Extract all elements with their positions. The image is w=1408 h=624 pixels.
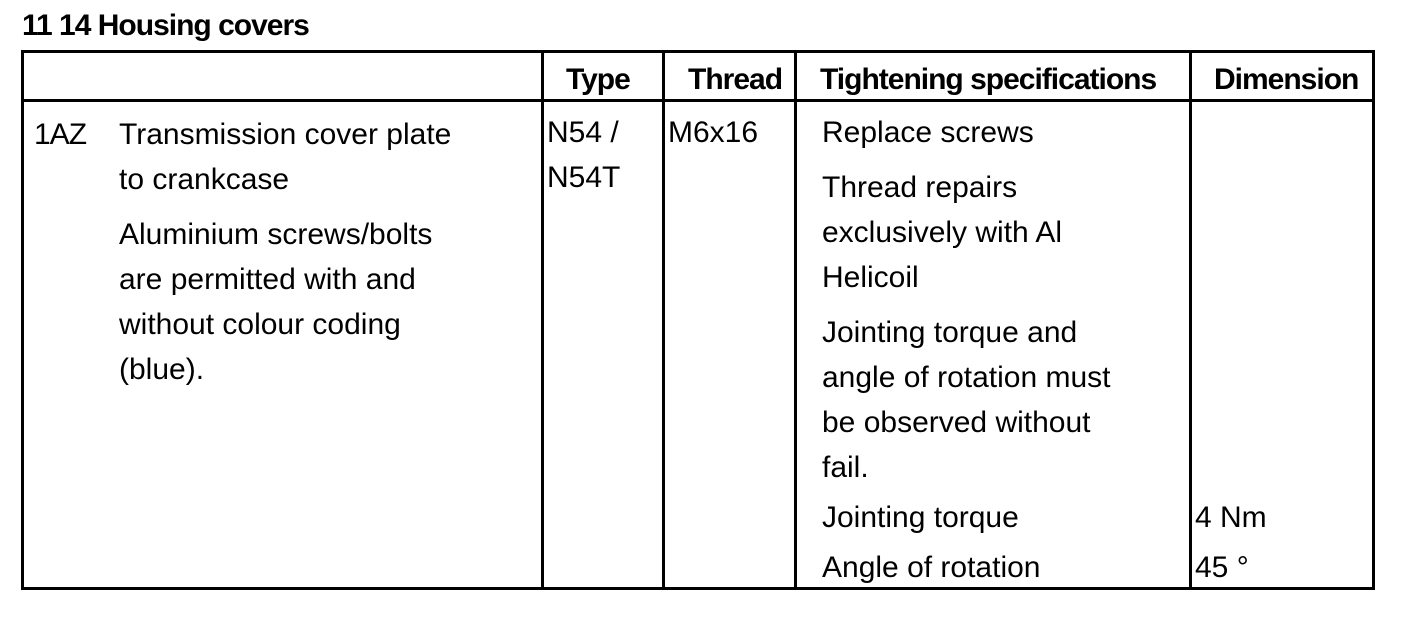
- page-title: 11 14 Housing covers: [22, 9, 309, 42]
- thread-cell: M6x16: [668, 116, 759, 149]
- item-description: [119, 112, 451, 202]
- dimension-angle-value: 45 °: [1195, 551, 1249, 584]
- description-line: Transmission cover plate: [119, 118, 452, 151]
- specification-table: [21, 50, 1375, 590]
- spec-thread-repairs: [822, 165, 1062, 300]
- header-tightening-specifications: Tightening specifications: [820, 63, 1157, 96]
- description-line: to crankcase: [119, 163, 290, 196]
- spec-jointing-torque-label: Jointing torque: [822, 501, 1019, 534]
- note-line: Aluminium screws/bolts: [119, 218, 433, 251]
- column-divider: [794, 53, 797, 587]
- spec-replace-screws: Replace screws: [822, 116, 1034, 149]
- column-divider: [662, 53, 665, 587]
- header-type: Type: [566, 63, 630, 96]
- spec-line: Thread repairs: [822, 171, 1018, 204]
- spec-line: Helicoil: [822, 261, 919, 294]
- spec-line: angle of rotation must: [822, 361, 1111, 394]
- item-note: [119, 212, 432, 392]
- dimension-jointing-torque-value: 4 Nm: [1195, 501, 1267, 534]
- item-code: 1AZ: [34, 118, 87, 151]
- type-line: N54 /: [547, 116, 619, 149]
- note-line: (blue).: [119, 353, 205, 386]
- note-line: without colour coding: [119, 308, 401, 341]
- note-line: are permitted with and: [119, 263, 416, 296]
- spec-line: fail.: [822, 451, 869, 484]
- spec-angle-of-rotation-label: Angle of rotation: [822, 551, 1041, 584]
- column-divider: [1189, 53, 1192, 587]
- spec-line: Jointing torque and: [822, 316, 1078, 349]
- type-cell: [547, 110, 620, 200]
- spec-line: be observed without: [822, 406, 1091, 439]
- header-divider: [24, 99, 1372, 102]
- header-dimension: Dimension: [1214, 63, 1359, 96]
- spec-jointing-note: [822, 310, 1111, 490]
- spec-line: exclusively with Al: [822, 216, 1063, 249]
- column-divider: [541, 53, 544, 587]
- header-thread: Thread: [688, 63, 783, 96]
- type-line: N54T: [547, 161, 621, 194]
